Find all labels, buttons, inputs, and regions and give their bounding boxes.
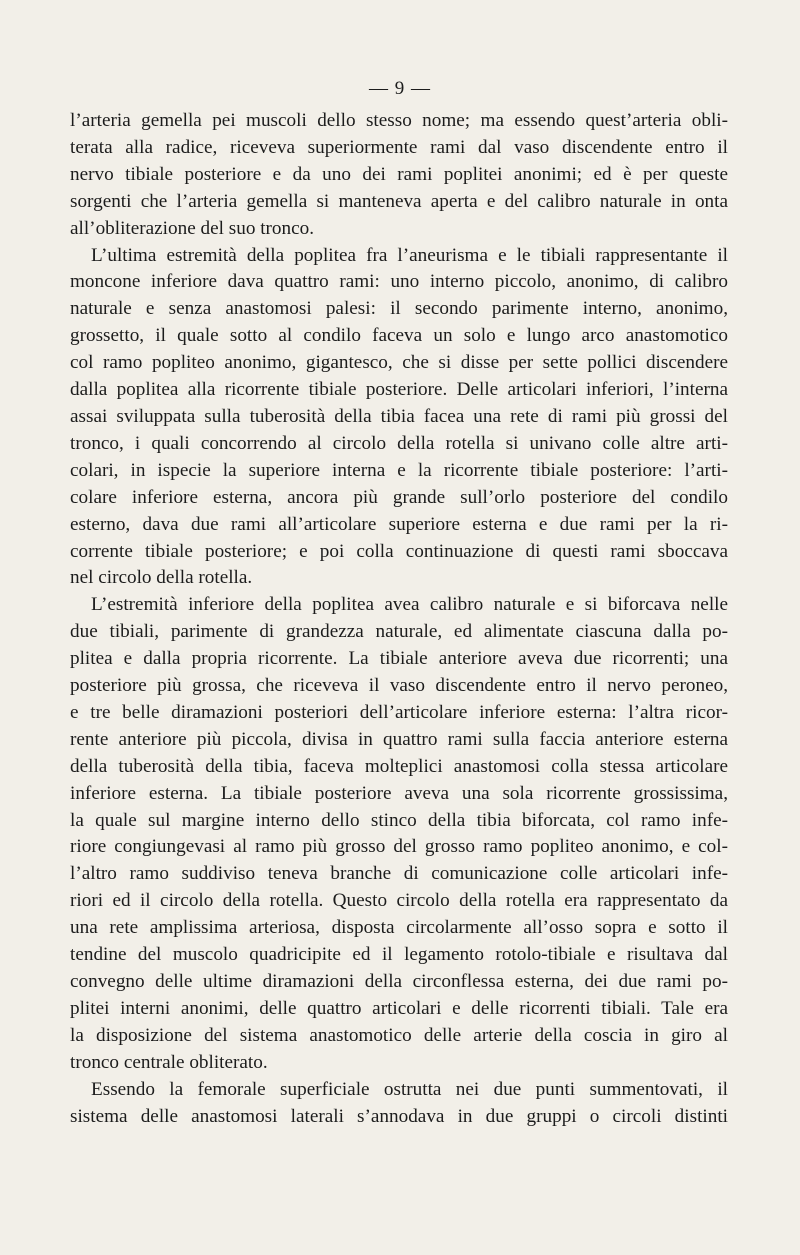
text-line: terata alla radice, riceveva superiormente rami dal vaso discendente entro il [70,136,728,158]
text-line: all’obliterazione del suo tronco. [70,217,315,239]
text-line: e tre belle diramazioni posteriori dell’articolare inferiore esterna: l’altra ricor- [70,701,728,723]
text-line: naturale e senza anastomosi palesi: il secondo parimente interno, anonimo, [70,298,728,320]
text-line: plitea e dalla propria ricorrente. La tibiale anteriore aveva due ricorrenti; una [70,648,728,670]
text-line: tendine del muscolo quadricipite ed il legamento rotolo-tibiale e risultava dal [70,944,728,966]
text-line: esterno, dava due rami all’articolare superiore esterna e due rami per la ri- [70,513,728,535]
text-line: riore congiungevasi al ramo più grosso del grosso ramo popliteo anonimo, e col- [70,836,728,858]
text-line: colare inferiore esterna, ancora più grande sull’orlo posteriore del condilo [70,486,728,508]
text-line: posteriore più grossa, che riceveva il vaso discendente entro il nervo peroneo, [70,675,728,697]
text-line: convegno delle ultime diramazioni della circonflessa esterna, dei due rami po- [70,971,728,992]
text-line: la disposizione del sistema anastomotico delle arterie della coscia in giro al [70,1024,728,1046]
text-line: rente anteriore più piccola, divisa in quattro rami sulla faccia anteriore esterna [70,728,728,750]
text-line: la quale sul margine interno dello stinco della tibia biforcata, col ramo infe- [70,809,728,831]
text-line: L’estremità inferiore della poplitea avea calibro naturale e si biforcava nelle [91,594,728,616]
text-line: tronco centrale obliterato. [70,1051,268,1073]
text-line: inferiore esterna. La tibiale posteriore aveva una sola ricorrente grossissima, [70,782,728,804]
text-line: una rete amplissima arteriosa, disposta circolarmente all’osso sopra e sotto il [70,917,728,939]
page-number: — 9 — [369,78,431,99]
text-line: nel circolo della rotella. [70,567,253,589]
text-line: nervo tibiale posteriore e da uno dei rami poplitei anonimi; ed è per queste [70,163,728,185]
body-text [70,108,728,1130]
text-line: grossetto, il quale sotto al condilo faceva un solo e lungo arco anastomotico [70,325,728,347]
text-line: dalla poplitea alla ricorrente tibiale posteriore. Delle articolari inferiori, l’interna [70,379,728,401]
text-line: Essendo la femorale superficiale ostrutta nei due punti summentovati, il [91,1078,728,1100]
text-line: riori ed il circolo della rotella. Questo circolo della rotella era rappresentato da [70,890,728,912]
text-line: plitei interni anonimi, delle quattro articolari e delle ricorrenti tibiali. Tale era [70,997,728,1019]
text-line: sistema delle anastomosi laterali s’annodava in due gruppi o circoli distinti [70,1105,728,1127]
text-line: corrente tibiale posteriore; e poi colla continuazione di questi rami sboccava [70,540,728,562]
text-line: l’arteria gemella pei muscoli dello stesso nome; ma essendo quest’arteria obli- [70,110,728,131]
text-line: sorgenti che l’arteria gemella si manteneva aperta e del calibro naturale in onta [70,190,728,212]
text-line: due tibiali, parimente di grandezza naturale, ed alimentate ciascuna dalla po- [70,621,728,643]
text-line: moncone inferiore dava quattro rami: uno interno piccolo, anonimo, di calibro [70,271,728,293]
text-line: assai sviluppata sulla tuberosità della tibia facea una rete di rami più grossi del [70,405,728,427]
text-line: l’altro ramo suddiviso teneva branche di comunicazione colle articolari infe- [70,863,728,885]
text-line: L’ultima estremità della poplitea fra l’aneurisma e le tibiali rappresentante il [91,244,728,266]
text-line: colari, in ispecie la superiore interna e la ricorrente tibiale posteriore: l’arti- [70,459,728,481]
text-line: col ramo popliteo anonimo, gigantesco, che si disse per sette pollici discendere [70,352,728,374]
text-line: tronco, i quali concorrendo al circolo della rotella si univano colle altre arti- [70,432,728,454]
text-line: della tuberosità della tibia, faceva molteplici anastomosi colla stessa articolare [70,755,728,777]
